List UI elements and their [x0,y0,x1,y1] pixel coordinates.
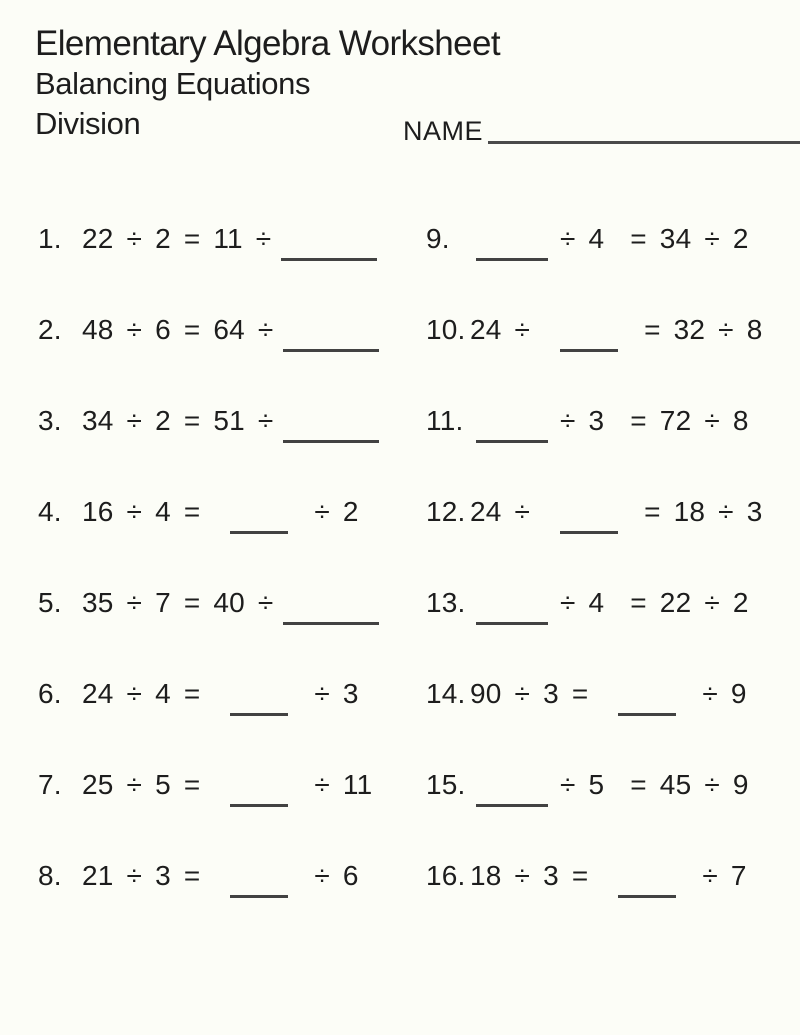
problem-row [38,466,426,557]
problem-row [426,648,800,739]
equation-pre: 24 ÷ [470,496,531,527]
equation-pre: 22 ÷ 2 = 11 ÷ [82,223,272,254]
problem-row [38,739,426,830]
problem-row [426,830,800,921]
problem-row [38,193,426,284]
worksheet-title: Elementary Algebra Worksheet [35,24,501,63]
problem-row [38,830,426,921]
problem-number: 13. [426,587,466,618]
equation-post: ÷ 3 [314,678,359,709]
problem-number: 16. [426,860,466,891]
problem-number: 4. [38,496,62,527]
problem-row [426,466,800,557]
equation-pre: 48 ÷ 6 = 64 ÷ [82,314,274,345]
equation-pre: 90 ÷ 3 = [470,678,589,709]
answer-blank[interactable] [476,258,548,261]
answer-blank[interactable] [281,258,377,261]
problem-number: 8. [38,860,62,891]
problems-grid [0,193,800,921]
answer-blank[interactable] [560,349,618,352]
equation-post: ÷ 6 [314,860,359,891]
problem-number: 3. [38,405,62,436]
problem-number: 5. [38,587,62,618]
answer-blank[interactable] [283,349,379,352]
problem-row [426,284,800,375]
answer-blank[interactable] [560,531,618,534]
worksheet-topic: Division [35,106,141,141]
equation-pre: 24 ÷ 4 = [82,678,201,709]
problem-number: 12. [426,496,466,527]
equation-post: ÷ 4 = 22 ÷ 2 [560,587,749,618]
worksheet-subtitle: Balancing Equations [35,66,311,102]
equation-pre: 21 ÷ 3 = [82,860,201,891]
answer-blank[interactable] [230,895,288,898]
problem-row [426,193,800,284]
problem-number: 2. [38,314,62,345]
problem-number: 7. [38,769,62,800]
problem-number: 1. [38,223,62,254]
equation-post: ÷ 9 [702,678,747,709]
equation-pre: 35 ÷ 7 = 40 ÷ [82,587,274,618]
problem-row [38,284,426,375]
problem-number: 10. [426,314,466,345]
answer-blank[interactable] [476,804,548,807]
equation-post: = 32 ÷ 8 [644,314,763,345]
equation-post: ÷ 3 = 72 ÷ 8 [560,405,749,436]
problem-number: 15. [426,769,466,800]
answer-blank[interactable] [230,531,288,534]
answer-blank[interactable] [618,713,676,716]
problem-row [426,375,800,466]
problem-number: 11. [426,405,464,436]
answer-blank[interactable] [230,713,288,716]
problem-row [426,739,800,830]
name-input-line[interactable] [488,141,800,144]
equation-post: ÷ 7 [702,860,747,891]
equation-post: ÷ 11 [314,769,373,800]
problem-row [426,557,800,648]
answer-blank[interactable] [476,622,548,625]
equation-pre: 16 ÷ 4 = [82,496,201,527]
answer-blank[interactable] [476,440,548,443]
problem-number: 9. [426,223,450,254]
equation-pre: 24 ÷ [470,314,531,345]
name-label: NAME [403,116,484,146]
equation-post: ÷ 2 [314,496,359,527]
problem-row [38,648,426,739]
topic-row [35,105,800,149]
answer-blank[interactable] [618,895,676,898]
equation-pre: 25 ÷ 5 = [82,769,201,800]
equation-post: ÷ 5 = 45 ÷ 9 [560,769,749,800]
equation-post: = 18 ÷ 3 [644,496,763,527]
problem-row [38,375,426,466]
name-field [403,118,800,145]
problem-row [38,557,426,648]
answer-blank[interactable] [283,622,379,625]
worksheet-header [0,0,800,149]
equation-pre: 34 ÷ 2 = 51 ÷ [82,405,274,436]
answer-blank[interactable] [230,804,288,807]
answer-blank[interactable] [283,440,379,443]
problem-number: 6. [38,678,62,709]
equation-pre: 18 ÷ 3 = [470,860,589,891]
problem-number: 14. [426,678,466,709]
equation-post: ÷ 4 = 34 ÷ 2 [560,223,749,254]
